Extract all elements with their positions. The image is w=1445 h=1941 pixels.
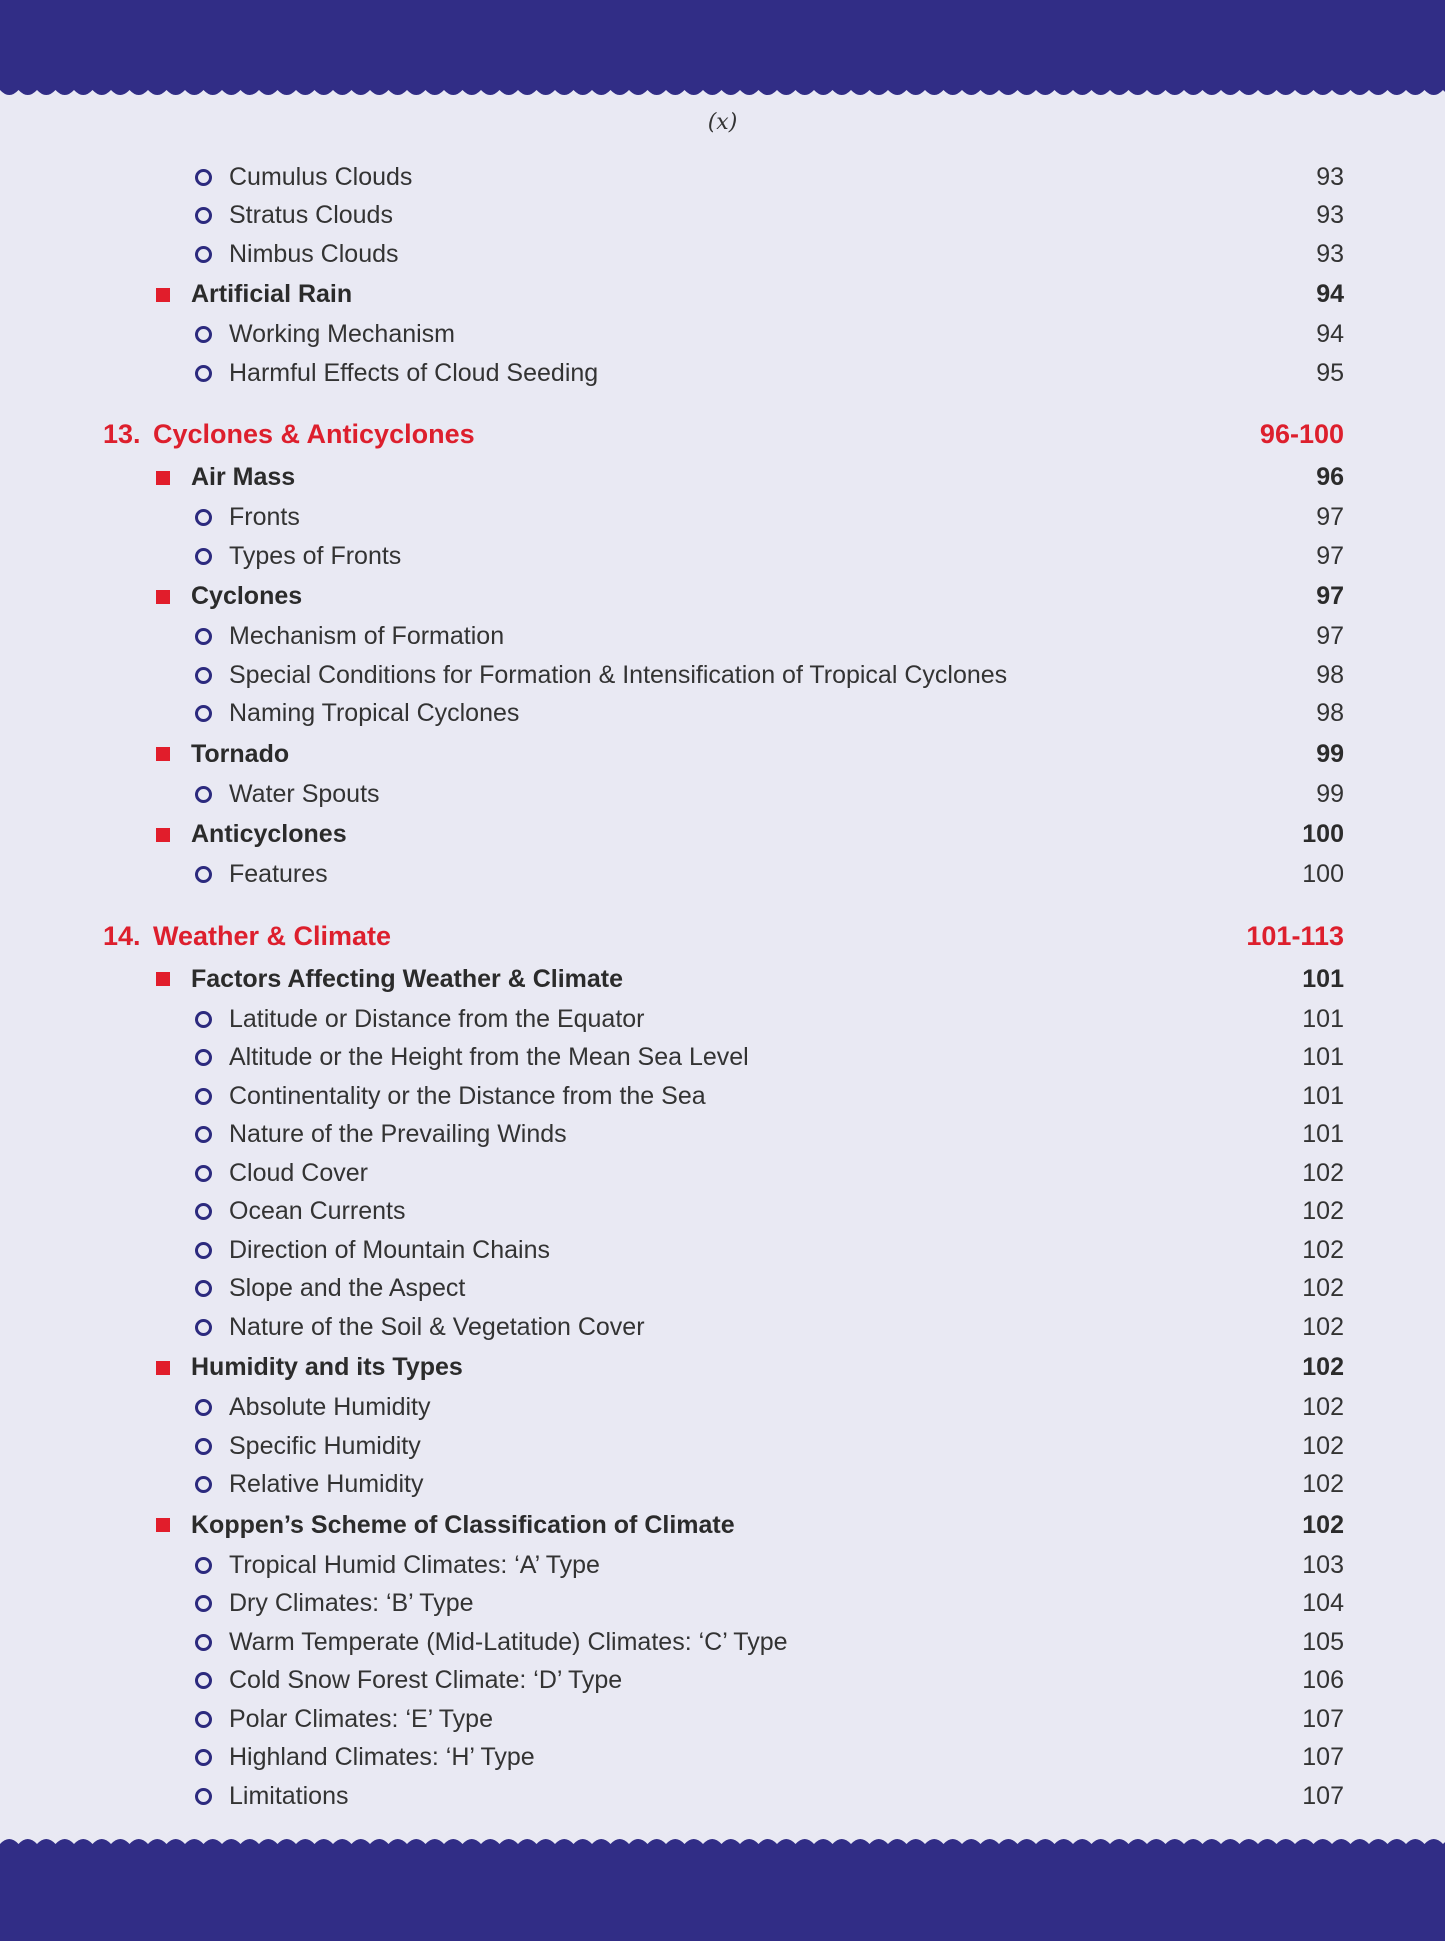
toc-item-row bbox=[0, 354, 1445, 393]
section-page-number: 102 bbox=[1302, 1510, 1344, 1539]
toc-item-row bbox=[0, 1427, 1445, 1466]
red-square-bullet-icon bbox=[156, 972, 170, 986]
toc-item-row bbox=[0, 1000, 1445, 1039]
item-title: Nature of the Soil & Vegetation Cover bbox=[229, 1312, 645, 1341]
toc-item-row bbox=[0, 1193, 1445, 1232]
item-page-number: 104 bbox=[1302, 1589, 1344, 1618]
item-title: Working Mechanism bbox=[229, 320, 456, 349]
item-title: Tropical Humid Climates: ‘A’ Type bbox=[229, 1550, 600, 1579]
item-page-number: 102 bbox=[1302, 1274, 1344, 1303]
toc-section-row bbox=[0, 1347, 1445, 1389]
toc-item-row bbox=[0, 1077, 1445, 1116]
circle-bullet-icon bbox=[195, 509, 212, 526]
circle-bullet-icon bbox=[195, 1399, 212, 1416]
circle-bullet-icon bbox=[195, 1319, 212, 1336]
circle-bullet-icon bbox=[195, 1165, 212, 1182]
circle-bullet-icon bbox=[195, 866, 212, 883]
item-title: Cold Snow Forest Climate: ‘D’ Type bbox=[229, 1666, 623, 1695]
section-page-number: 97 bbox=[1316, 582, 1344, 610]
red-square-bullet-icon bbox=[156, 590, 170, 604]
circle-bullet-icon bbox=[195, 1242, 212, 1259]
circle-bullet-icon bbox=[195, 705, 212, 722]
circle-bullet-icon bbox=[195, 1672, 212, 1689]
item-page-number: 99 bbox=[1316, 779, 1344, 808]
section-title: Air Mass bbox=[191, 463, 296, 491]
item-title: Ocean Currents bbox=[229, 1197, 406, 1226]
chapter-title: Weather & Climate bbox=[153, 920, 392, 951]
toc-item-row bbox=[0, 1585, 1445, 1624]
section-page-number: 102 bbox=[1302, 1353, 1344, 1381]
item-title: Fronts bbox=[229, 503, 300, 532]
toc-item-row bbox=[0, 537, 1445, 576]
item-title: Types of Fronts bbox=[229, 541, 402, 570]
section-title: Anticyclones bbox=[191, 820, 347, 848]
toc-chapter-row bbox=[0, 914, 1445, 958]
table-of-contents bbox=[0, 158, 1445, 1816]
item-title: Cumulus Clouds bbox=[229, 162, 413, 191]
circle-bullet-icon bbox=[195, 1203, 212, 1220]
item-page-number: 101 bbox=[1302, 1081, 1344, 1110]
circle-bullet-icon bbox=[195, 628, 212, 645]
circle-bullet-icon bbox=[195, 1634, 212, 1651]
red-square-bullet-icon bbox=[156, 828, 170, 842]
item-page-number: 98 bbox=[1316, 699, 1344, 728]
item-title: Polar Climates: ‘E’ Type bbox=[229, 1704, 493, 1733]
toc-item-row bbox=[0, 618, 1445, 657]
chapter-page-number: 101-113 bbox=[1246, 920, 1344, 951]
toc-item-row bbox=[0, 775, 1445, 814]
footer-band bbox=[0, 1848, 1445, 1941]
toc-item-row bbox=[0, 1466, 1445, 1505]
item-page-number: 102 bbox=[1302, 1158, 1344, 1187]
header-scallop-edge bbox=[0, 82, 1445, 100]
circle-bullet-icon bbox=[195, 1595, 212, 1612]
circle-bullet-icon bbox=[195, 365, 212, 382]
toc-item-row bbox=[0, 1154, 1445, 1193]
item-page-number: 100 bbox=[1302, 860, 1344, 889]
toc-item-row bbox=[0, 1116, 1445, 1155]
item-title: Continentality or the Distance from the Sea bbox=[229, 1081, 706, 1110]
toc-item-row bbox=[0, 1039, 1445, 1078]
item-page-number: 93 bbox=[1316, 201, 1344, 230]
item-page-number: 94 bbox=[1316, 320, 1344, 349]
red-square-bullet-icon bbox=[156, 1361, 170, 1375]
section-title: Tornado bbox=[191, 739, 290, 768]
item-title: Latitude or Distance from the Equator bbox=[229, 1004, 645, 1033]
section-page-number: 96 bbox=[1316, 463, 1344, 491]
item-page-number: 102 bbox=[1302, 1312, 1344, 1341]
red-square-bullet-icon bbox=[156, 471, 170, 485]
circle-bullet-icon bbox=[195, 1049, 212, 1066]
chapter-title: Cyclones & Anticyclones bbox=[153, 419, 475, 449]
toc-section-row bbox=[0, 274, 1445, 316]
toc-item-row bbox=[0, 1623, 1445, 1662]
circle-bullet-icon bbox=[195, 1280, 212, 1297]
toc-item-row bbox=[0, 316, 1445, 355]
item-page-number: 95 bbox=[1316, 358, 1344, 387]
item-page-number: 105 bbox=[1302, 1627, 1344, 1656]
red-square-bullet-icon bbox=[156, 288, 170, 302]
chapter-gap bbox=[0, 894, 1445, 914]
toc-section-row bbox=[0, 733, 1445, 775]
item-page-number: 102 bbox=[1302, 1197, 1344, 1226]
section-title: Factors Affecting Weather & Climate bbox=[191, 964, 624, 993]
toc-item-row bbox=[0, 235, 1445, 274]
circle-bullet-icon bbox=[195, 548, 212, 565]
chapter-page-number: 96-100 bbox=[1259, 419, 1344, 449]
section-title: Artificial Rain bbox=[191, 280, 353, 308]
circle-bullet-icon bbox=[195, 1476, 212, 1493]
circle-bullet-icon bbox=[195, 246, 212, 263]
circle-bullet-icon bbox=[195, 1788, 212, 1805]
header-band bbox=[0, 0, 1445, 90]
toc-section-row bbox=[0, 1504, 1445, 1546]
toc-item-row bbox=[0, 856, 1445, 895]
item-page-number: 98 bbox=[1316, 660, 1344, 689]
circle-bullet-icon bbox=[195, 1088, 212, 1105]
section-title: Cyclones bbox=[191, 582, 303, 610]
chapter-number: 14. bbox=[103, 920, 141, 951]
item-title: Nimbus Clouds bbox=[229, 239, 399, 268]
red-square-bullet-icon bbox=[156, 1518, 170, 1532]
circle-bullet-icon bbox=[195, 1011, 212, 1028]
item-page-number: 107 bbox=[1302, 1781, 1344, 1810]
circle-bullet-icon bbox=[195, 1557, 212, 1574]
item-page-number: 106 bbox=[1302, 1666, 1344, 1695]
toc-item-row bbox=[0, 1700, 1445, 1739]
section-page-number: 99 bbox=[1316, 739, 1344, 768]
item-title: Harmful Effects of Cloud Seeding bbox=[229, 358, 599, 387]
toc-item-row bbox=[0, 1777, 1445, 1816]
toc-item-row bbox=[0, 1662, 1445, 1701]
circle-bullet-icon bbox=[195, 169, 212, 186]
toc-chapter-row bbox=[0, 413, 1445, 457]
item-title: Slope and the Aspect bbox=[229, 1274, 466, 1303]
toc-item-row bbox=[0, 1739, 1445, 1778]
toc-item-row bbox=[0, 1389, 1445, 1428]
toc-section-row bbox=[0, 958, 1445, 1000]
red-square-bullet-icon bbox=[156, 747, 170, 761]
item-title: Cloud Cover bbox=[229, 1158, 368, 1187]
item-title: Highland Climates: ‘H’ Type bbox=[229, 1743, 535, 1772]
item-page-number: 97 bbox=[1316, 622, 1344, 651]
item-title: Dry Climates: ‘B’ Type bbox=[229, 1589, 474, 1618]
item-page-number: 93 bbox=[1316, 162, 1344, 191]
item-title: Specific Humidity bbox=[229, 1431, 421, 1460]
circle-bullet-icon bbox=[195, 207, 212, 224]
circle-bullet-icon bbox=[195, 1438, 212, 1455]
item-page-number: 101 bbox=[1302, 1120, 1344, 1149]
chapter-number: 13. bbox=[103, 419, 141, 449]
item-page-number: 102 bbox=[1302, 1431, 1344, 1460]
item-title: Features bbox=[229, 860, 328, 889]
item-page-number: 107 bbox=[1302, 1743, 1344, 1772]
toc-item-row bbox=[0, 197, 1445, 236]
toc-item-row bbox=[0, 1546, 1445, 1585]
circle-bullet-icon bbox=[195, 1749, 212, 1766]
item-page-number: 97 bbox=[1316, 541, 1344, 570]
item-page-number: 101 bbox=[1302, 1043, 1344, 1072]
item-page-number: 101 bbox=[1302, 1004, 1344, 1033]
item-title: Water Spouts bbox=[229, 779, 380, 808]
page-number: (x) bbox=[707, 110, 738, 135]
item-title: Warm Temperate (Mid-Latitude) Climates: ‘C’ Type bbox=[229, 1627, 788, 1656]
section-page-number: 94 bbox=[1316, 280, 1344, 308]
item-page-number: 93 bbox=[1316, 239, 1344, 268]
toc-section-row bbox=[0, 814, 1445, 856]
toc-item-row bbox=[0, 1270, 1445, 1309]
item-title: Altitude or the Height from the Mean Sea Level bbox=[229, 1043, 749, 1072]
section-page-number: 101 bbox=[1302, 964, 1344, 993]
circle-bullet-icon bbox=[195, 1126, 212, 1143]
item-title: Special Conditions for Formation & Intensification of Tropical Cyclones bbox=[229, 660, 1008, 689]
item-page-number: 97 bbox=[1316, 503, 1344, 532]
item-title: Naming Tropical Cyclones bbox=[229, 699, 520, 728]
section-title: Humidity and its Types bbox=[191, 1353, 463, 1381]
item-title: Mechanism of Formation bbox=[229, 622, 505, 651]
section-title: Koppen’s Scheme of Classification of Climate bbox=[191, 1510, 735, 1539]
toc-item-row bbox=[0, 1231, 1445, 1270]
circle-bullet-icon bbox=[195, 1711, 212, 1728]
item-page-number: 102 bbox=[1302, 1470, 1344, 1499]
chapter-gap bbox=[0, 393, 1445, 413]
section-page-number: 100 bbox=[1302, 820, 1344, 848]
toc-item-row bbox=[0, 656, 1445, 695]
toc-section-row bbox=[0, 576, 1445, 618]
item-title: Direction of Mountain Chains bbox=[229, 1235, 550, 1264]
item-title: Nature of the Prevailing Winds bbox=[229, 1120, 567, 1149]
toc-item-row bbox=[0, 1308, 1445, 1347]
circle-bullet-icon bbox=[195, 667, 212, 684]
toc-item-row bbox=[0, 499, 1445, 538]
circle-bullet-icon bbox=[195, 786, 212, 803]
item-page-number: 107 bbox=[1302, 1704, 1344, 1733]
item-title: Limitations bbox=[229, 1781, 349, 1810]
item-page-number: 103 bbox=[1302, 1550, 1344, 1579]
item-page-number: 102 bbox=[1302, 1235, 1344, 1264]
item-page-number: 102 bbox=[1302, 1393, 1344, 1422]
item-title: Relative Humidity bbox=[229, 1470, 424, 1499]
toc-section-row bbox=[0, 457, 1445, 499]
circle-bullet-icon bbox=[195, 326, 212, 343]
toc-item-row bbox=[0, 695, 1445, 734]
toc-item-row bbox=[0, 158, 1445, 197]
item-title: Stratus Clouds bbox=[229, 201, 393, 230]
item-title: Absolute Humidity bbox=[229, 1393, 431, 1422]
